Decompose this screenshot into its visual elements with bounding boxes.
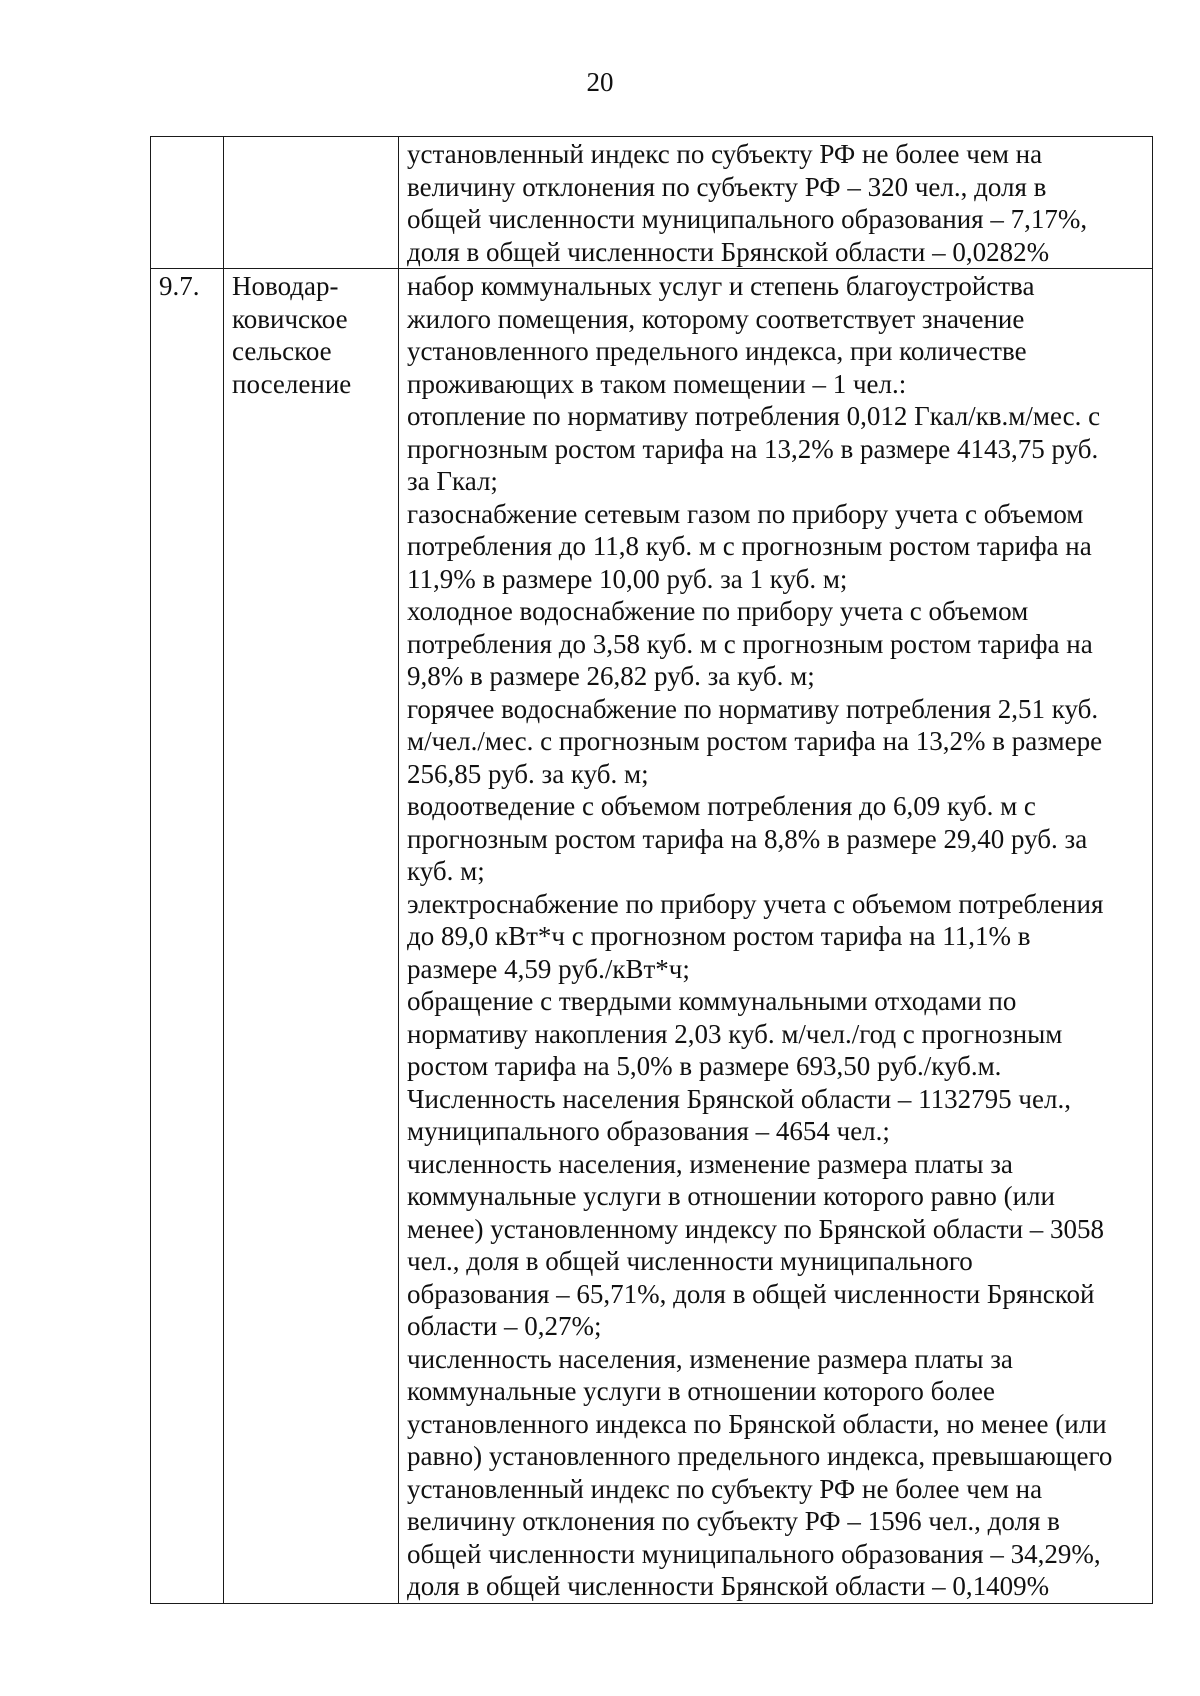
table-body [151, 137, 1153, 1604]
description-line: водоотведение с объемом потребления до 6,09 куб. м с [407, 791, 1036, 821]
description-line: холодное водоснабжение по прибору учета с объемом [407, 596, 1029, 626]
description-line: отопление по нормативу потребления 0,012 Гкал/кв.м/мес. с [407, 401, 1101, 431]
settlement-name-line: Новодар- [232, 271, 339, 301]
document-table [150, 136, 1153, 1604]
description-line: потребления до 11,8 куб. м с прогнозным ростом тарифа на [407, 531, 1092, 561]
description-line: образования – 65,71%, доля в общей численности Брянской [407, 1278, 1095, 1309]
description-line: 11,9% в размере 10,00 руб. за 1 куб. м; [407, 563, 848, 594]
description-line: численность населения, изменение размера платы за [407, 1343, 1013, 1374]
description-cell [399, 269, 1153, 1604]
description-line: ростом тарифа на 5,0% в размере 693,50 руб./куб.м. [407, 1051, 1002, 1081]
description-line: установленного предельного индекса, при количестве [407, 336, 1027, 366]
description-line: чел., доля в общей численности муниципального [407, 1246, 973, 1276]
table-row [151, 137, 1153, 269]
settlement-name-cell [224, 269, 399, 1604]
description-line: коммунальные услуги в отношении которого равно (или [407, 1181, 1055, 1211]
description-line: установленный индекс по субъекту РФ не более чем на [407, 1473, 1043, 1504]
description-line: обращение с твердыми коммунальными отходами по [407, 986, 1017, 1016]
description-line: прогнозным ростом тарифа на 13,2% в размере 4143,75 руб. [407, 433, 1099, 464]
settlement-name-line: сельское [232, 336, 332, 366]
description-line: величину отклонения по субъекту РФ – 1596 чел., доля в [407, 1506, 1060, 1536]
description-line: за Гкал; [407, 466, 498, 496]
description-line: размере 4,59 руб./кВт*ч; [407, 953, 690, 984]
description-line: 9,8% в размере 26,82 руб. за куб. м; [407, 661, 815, 691]
row-number-cell [151, 269, 224, 1604]
description-line: нормативу накопления 2,03 куб. м/чел./год с прогнозным [407, 1018, 1063, 1049]
description-line: доля в общей численности Брянской области – 0,1409% [407, 1571, 1050, 1601]
row-number-cell [151, 137, 224, 269]
description-line: общей численности муниципального образования – 34,29%, [407, 1538, 1101, 1569]
description-line: общей численности муниципального образования – 7,17%, [407, 204, 1088, 234]
description-cell [399, 137, 1153, 269]
description-line: численность населения, изменение размера платы за [407, 1148, 1013, 1179]
description-line: области – 0,27%; [407, 1311, 602, 1341]
description-line: газоснабжение сетевым газом по прибору учета с объемом [407, 498, 1084, 529]
description-line: электроснабжение по прибору учета с объемом потребления [407, 888, 1104, 919]
description-line: установленного индекса по Брянской области, но менее (или [407, 1408, 1107, 1439]
description-line: доля в общей численности Брянской области – 0,0282% [407, 236, 1050, 267]
description-line: м/чел./мес. с прогнозным ростом тарифа на 13,2% в размере [407, 726, 1103, 756]
description-line: муниципального образования – 4654 чел.; [407, 1116, 890, 1146]
settlement-name-line: поселение [232, 368, 352, 399]
description-line: коммунальные услуги в отношении которого более [407, 1376, 995, 1406]
description-line: равно) установленного предельного индекса, превышающего [407, 1441, 1113, 1471]
settlement-name-cell [224, 137, 399, 269]
description-line: куб. м; [407, 856, 485, 886]
description-line: набор коммунальных услуг и степень благоустройства [407, 271, 1035, 301]
description-line: жилого помещения, которому соответствует значение [407, 303, 1025, 334]
description-line: менее) установленному индексу по Брянской области – 3058 [407, 1213, 1105, 1244]
description-line: до 89,0 кВт*ч с прогнозном ростом тарифа на 11,1% в [407, 921, 1031, 951]
description-line: прогнозным ростом тарифа на 8,8% в размере 29,40 руб. за [407, 823, 1088, 854]
description-line: установленный индекс по субъекту РФ не более чем на [407, 139, 1043, 169]
description-line: потребления до 3,58 куб. м с прогнозным ростом тарифа на [407, 628, 1093, 659]
row-number: 9.7. [159, 271, 200, 301]
description-line: 256,85 руб. за куб. м; [407, 758, 649, 789]
description-line: проживающих в таком помещении – 1 чел.: [407, 368, 907, 399]
page-number: 20 [586, 67, 614, 97]
description-line: горячее водоснабжение по нормативу потребления 2,51 куб. [407, 693, 1099, 724]
settlement-name-line: ковичское [232, 303, 348, 334]
table-row [151, 269, 1153, 1604]
description-line: Численность населения Брянской области – 1132795 чел., [407, 1083, 1071, 1114]
description-line: величину отклонения по субъекту РФ – 320 чел., доля в [407, 171, 1047, 202]
